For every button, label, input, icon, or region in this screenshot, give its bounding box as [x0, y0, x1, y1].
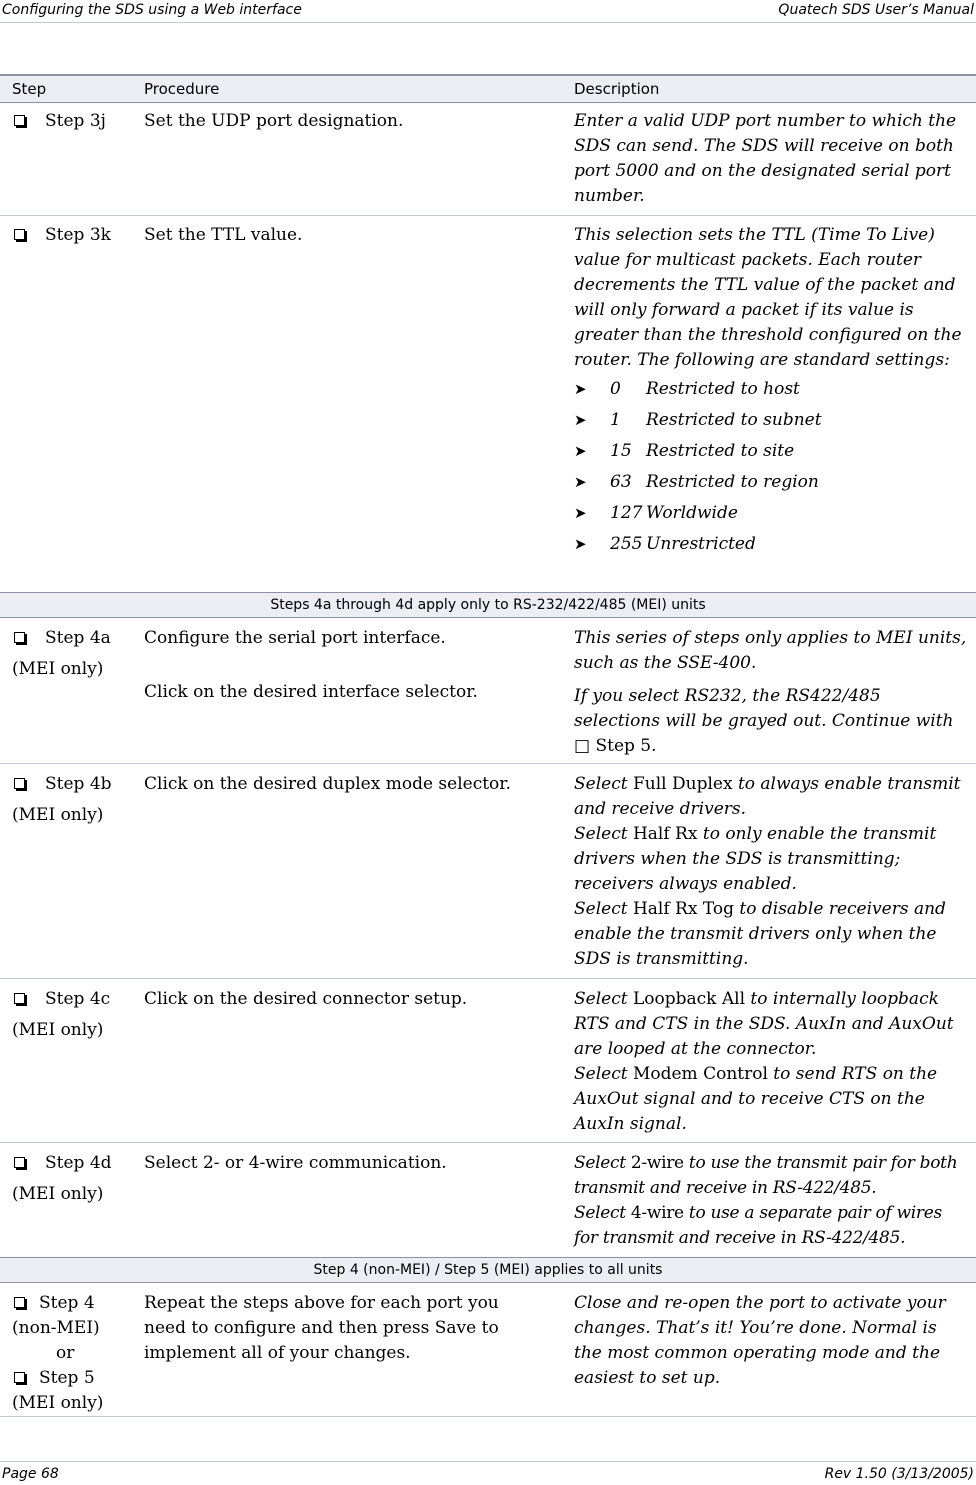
- step-cell[interactable]: [12, 772, 132, 828]
- list-item: ➤ 0 Restricted to host: [574, 377, 969, 408]
- revision-label: Rev 1.50 (3/13/2005): [824, 1466, 974, 1482]
- arrow-bullet-icon: ➤: [574, 411, 587, 429]
- procedure-cell: Set the TTL value.: [144, 225, 303, 245]
- checkbox-icon[interactable]: [14, 1297, 25, 1308]
- procedure-cell: Set the UDP port designation.: [144, 111, 404, 131]
- description-cell: This series of steps only applies to MEI units, such as the SSE-400. If you select RS232, the RS422/485 selections will be grayed out. Continue with □ Step 5.: [574, 628, 967, 756]
- list-item: ➤ 255 Unrestricted: [574, 532, 969, 563]
- list-item: ➤ 127 Worldwide: [574, 501, 969, 532]
- checkbox-icon[interactable]: [14, 778, 25, 789]
- mei-only-note: (MEI only): [12, 659, 104, 679]
- step-label: Step 3j: [45, 111, 106, 131]
- section-heading-all-units: Step 4 (non-MEI) / Step 5 (MEI) applies to all units: [0, 1257, 976, 1283]
- step-cell[interactable]: [12, 1151, 132, 1207]
- procedure-cell: Select 2- or 4-wire communication.: [144, 1153, 447, 1173]
- non-mei-note: (non-MEI): [12, 1318, 100, 1338]
- option-half-rx: Half Rx: [632, 824, 698, 844]
- step-label: Step 4c: [45, 989, 111, 1009]
- step-label: Step 4a: [45, 628, 111, 648]
- arrow-bullet-icon: ➤: [574, 473, 587, 491]
- section-heading-mei: Steps 4a through 4d apply only to RS-232/422/485 (MEI) units: [0, 592, 976, 618]
- arrow-bullet-icon: ➤: [574, 380, 587, 398]
- mei-only-note: (MEI only): [12, 1184, 104, 1204]
- table-header: [0, 74, 976, 103]
- step-label: Step 4: [39, 1293, 95, 1313]
- procedure-cell: Click on the desired connector setup.: [144, 989, 468, 1009]
- step-cell[interactable]: [12, 223, 132, 248]
- description-cell: Select Loopback All to internally loopback RTS and CTS in the SDS. AuxIn and AuxOut are looped at the connector. Select Modem Control to send RTS on the AuxOut signal and to receive CTS on the AuxIn signal.: [574, 989, 954, 1134]
- table-row-step-3k: [0, 216, 976, 591]
- or-label: or: [56, 1343, 75, 1363]
- checkbox-icon[interactable]: [14, 229, 25, 240]
- mei-only-note: (MEI only): [12, 1393, 104, 1413]
- step-cell[interactable]: [12, 626, 132, 682]
- step-label: Step 4b: [45, 774, 112, 794]
- step-cell[interactable]: [12, 109, 132, 134]
- column-header-procedure: Procedure: [144, 80, 220, 98]
- table-row-step-4a: [0, 618, 976, 764]
- header-manual-title: Quatech SDS User’s Manual: [778, 2, 974, 18]
- option-half-rx-tog: Half Rx Tog: [632, 899, 734, 919]
- procedure-cell: Repeat the steps above for each port you need to configure and then press Save to implement all of your changes.: [144, 1293, 499, 1363]
- procedure-cell: Click on the desired duplex mode selector.: [144, 774, 511, 794]
- checkbox-icon[interactable]: [14, 993, 25, 1004]
- mei-only-note: (MEI only): [12, 1020, 104, 1040]
- checkbox-icon[interactable]: [14, 632, 25, 643]
- mei-only-note: (MEI only): [12, 805, 104, 825]
- column-header-description: Description: [574, 80, 660, 98]
- table-row-step-4b: [0, 764, 976, 979]
- list-item: ➤ 63 Restricted to region: [574, 470, 969, 501]
- list-item: ➤ 15 Restricted to site: [574, 439, 969, 470]
- page-footer: [0, 1461, 976, 1485]
- step-label: Step 4d: [45, 1153, 112, 1173]
- ttl-settings-list: [574, 377, 969, 563]
- description-cell: Close and re-open the port to activate your changes. That’s it! You’re done. Normal is the most common operating mode and the easiest to set up.: [574, 1293, 946, 1388]
- step-label: Step 5: [39, 1368, 95, 1388]
- arrow-bullet-icon: ➤: [574, 535, 587, 553]
- table-row-step-4d: [0, 1143, 976, 1257]
- option-modem-control: Modem Control: [632, 1064, 768, 1084]
- step-cell[interactable]: [12, 1291, 120, 1416]
- description-cell: Enter a valid UDP port number to which the SDS can send. The SDS will receive on both port 5000 and on the designated serial port number.: [574, 111, 957, 206]
- table-row-step-3j: [0, 101, 976, 216]
- page-number: Page 68: [2, 1466, 59, 1482]
- checkbox-icon[interactable]: [14, 115, 25, 126]
- option-full-duplex: Full Duplex: [632, 774, 733, 794]
- procedure-cell: Configure the serial port interface. Click on the desired interface selector.: [144, 628, 478, 702]
- checkbox-icon[interactable]: [14, 1372, 25, 1383]
- table-row-final-step: [0, 1283, 976, 1417]
- header-section-title: Configuring the SDS using a Web interface: [2, 2, 302, 18]
- description-cell: [574, 223, 969, 563]
- option-2-wire: 2-wire: [630, 1153, 684, 1173]
- step-5-link[interactable]: □ Step 5: [574, 736, 652, 756]
- step-cell[interactable]: [12, 987, 132, 1043]
- step-label: Step 3k: [45, 225, 111, 245]
- arrow-bullet-icon: ➤: [574, 504, 587, 522]
- table-row-step-4c: [0, 979, 976, 1143]
- description-cell: Select 2-wire to use the transmit pair for both transmit and receive in RS-422/485. Select 4-wire to use a separate pair of wires for transmit and receive in RS-422/485.: [574, 1153, 958, 1248]
- description-cell: Select Full Duplex to always enable transmit and receive drivers. Select Half Rx to only enable the transmit drivers when the SDS is transmitting; receivers always enabled. Select Half Rx Tog to disable receivers and enable the transmit drivers only when the SDS is transmitting.: [574, 774, 961, 969]
- option-4-wire: 4-wire: [630, 1203, 684, 1223]
- ttl-description: This selection sets the TTL (Time To Live) value for multicast packets. Each router decrements the TTL value of the packet and will only forward a packet if its value is greater than the threshold configured on the router. The following are standard settings:: [574, 225, 962, 370]
- checkbox-icon[interactable]: [14, 1157, 25, 1168]
- list-item: ➤ 1 Restricted to subnet: [574, 408, 969, 439]
- page-header: [0, 0, 976, 23]
- arrow-bullet-icon: ➤: [574, 442, 587, 460]
- column-header-step: Step: [12, 80, 47, 98]
- option-loopback-all: Loopback All: [632, 989, 746, 1009]
